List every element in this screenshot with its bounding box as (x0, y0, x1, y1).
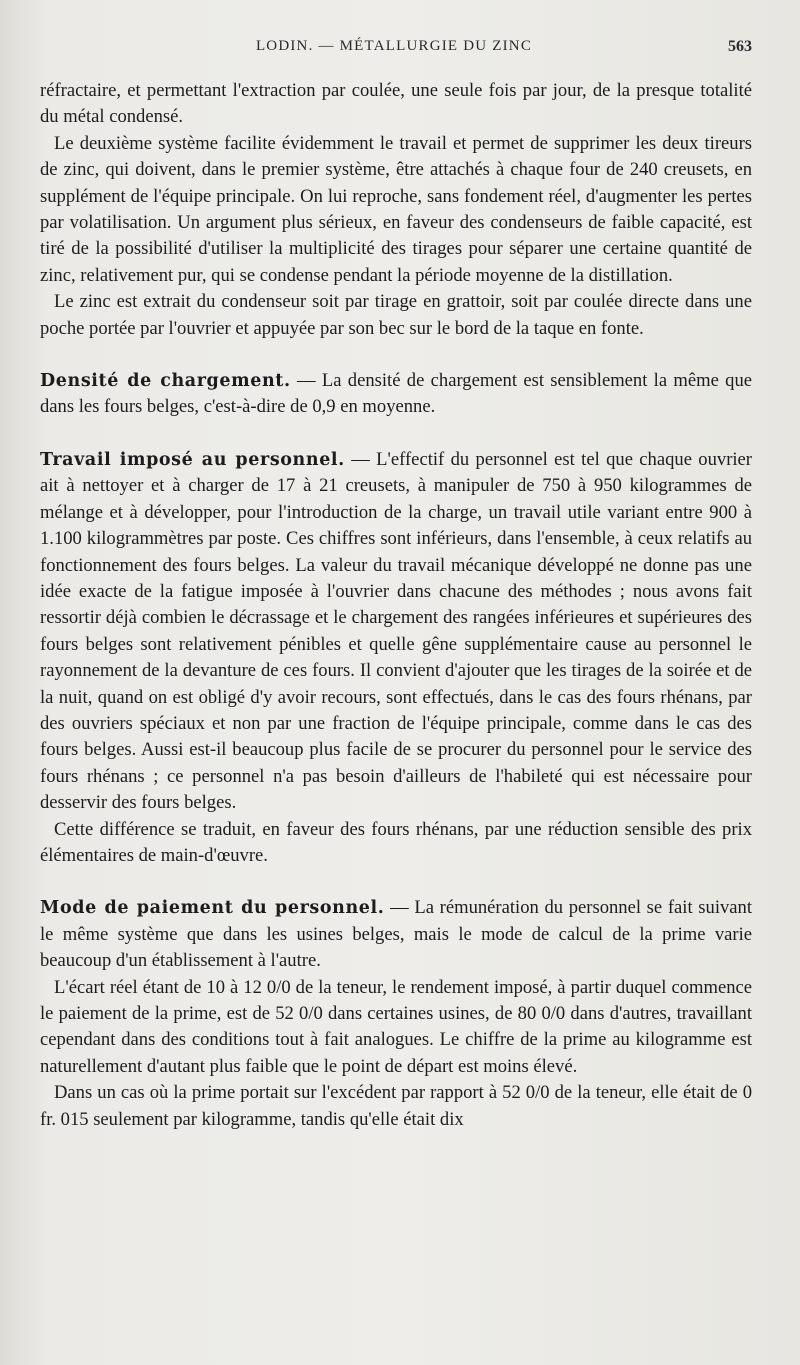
section-text-paiement: — La rémunération du personnel se fait suivant le même système que dans les usines belges, mais le mode de calcul de la prime varie beaucoup d'un établissement à l'autre. (40, 897, 752, 972)
section-text-travail: — L'effectif du personnel est tel que chaque ouvrier ait à nettoyer et à charger de 17 à 21 creusets, à manipuler de 750 à 950 kilogrammes de mélange et à développer, pour l'introduction de la charge, un travail utile variant entre 900 à 1.100 kilogrammètres par poste. Ces chiffres sont inférieurs, dans l'ensemble, à ceux relatifs au fonctionnement des fours belges. La valeur du travail mécanique développé ne donne pas une idée exacte de la fatigue imposée à l'ouvrier dans chacune des méthodes ; nous avons fait ressortir déjà combien le décrassage et le chargement des rangées inférieures et supérieures des fours belges sont relativement pénibles et quelle gêne supplémentaire cause au personnel le rayonnement de la devanture de ces fours. Il convient d'ajouter que les tirages de la soirée et de la nuit, quand on est obligé d'y avoir recours, sont effectués, dans le cas des fours rhénans, par des ouvriers spéciaux et non par une fraction de l'équipe principale, comme dans le cas des fours belges. Aussi est-il beaucoup plus facile de se procurer du personnel pour le service des fours rhénans ; ce personnel n'a pas besoin d'ailleurs de l'habileté qui est nécessaire pour desservir des fours belges. (40, 448, 753, 814)
running-header (36, 38, 752, 62)
paragraph-difference: Cette différence se traduit, en faveur des fours rhénans, par une réduction sensible des prix élémentaires de main-d'œuvre. (40, 818, 752, 866)
section-travail (40, 447, 752, 817)
section-paiement (40, 895, 752, 974)
running-title: LODIN. — MÉTALLURGIE DU ZINC (255, 38, 533, 54)
section-heading-travail: Travail imposé au personnel. (40, 449, 345, 470)
paragraph-continuation: réfractaire, et permettant l'extraction par coulée, une seule fois par jour, de la presque totalité du métal condensé. (40, 80, 752, 128)
paragraph-zinc-extraction: Le zinc est extrait du condenseur soit par tirage en grattoir, soit par coulée directe dans une poche portée par l'ouvrier et appuyée par son bec sur le bord de la taque en fonte. (40, 291, 752, 339)
paragraph-excedent: Dans un cas où la prime portait sur l'excédent par rapport à 52 0/0 de la teneur, elle était de 0 fr. 015 seulement par kilogramme, tandis qu'elle était dix (40, 1082, 752, 1130)
section-text-densite: — La densité de chargement est sensiblement la même que dans les fours belges, c'est-à-dire de 0,9 en moyenne. (40, 370, 752, 418)
paragraph-second-system: Le deuxième système facilite évidemment le travail et permet de supprimer les deux tireurs de zinc, qui doivent, dans le premier système, être attachés à chaque four de 240 creusets, en supplément de l'équipe principale. On lui reproche, sans fondement réel, d'augmenter les pertes par volatilisation. Un argument plus sérieux, en faveur des condenseurs de faible capacité, est tiré de la possibilité d'utiliser la multiplicité des tirages pour séparer une certaine quantité de zinc, relativement pur, qui se condense pendant la période moyenne de la distillation. (40, 132, 752, 286)
paragraph-ecart: L'écart réel étant de 10 à 12 0/0 de la teneur, le rendement imposé, à partir duquel commence le paiement de la prime, est de 52 0/0 dans certaines usines, de 80 0/0 dans d'autres, travaillant cependant dans des conditions tout à fait analogues. Le chiffre de la prime au kilogramme est naturellement d'autant plus faible que le point de départ est moins élevé. (40, 976, 752, 1077)
section-densite (40, 368, 752, 421)
section-heading-densite: Densité de chargement. (40, 371, 291, 392)
section-heading-paiement: Mode de paiement du personnel. (40, 898, 385, 919)
page-number: 563 (728, 38, 752, 55)
body-text (40, 78, 752, 1133)
